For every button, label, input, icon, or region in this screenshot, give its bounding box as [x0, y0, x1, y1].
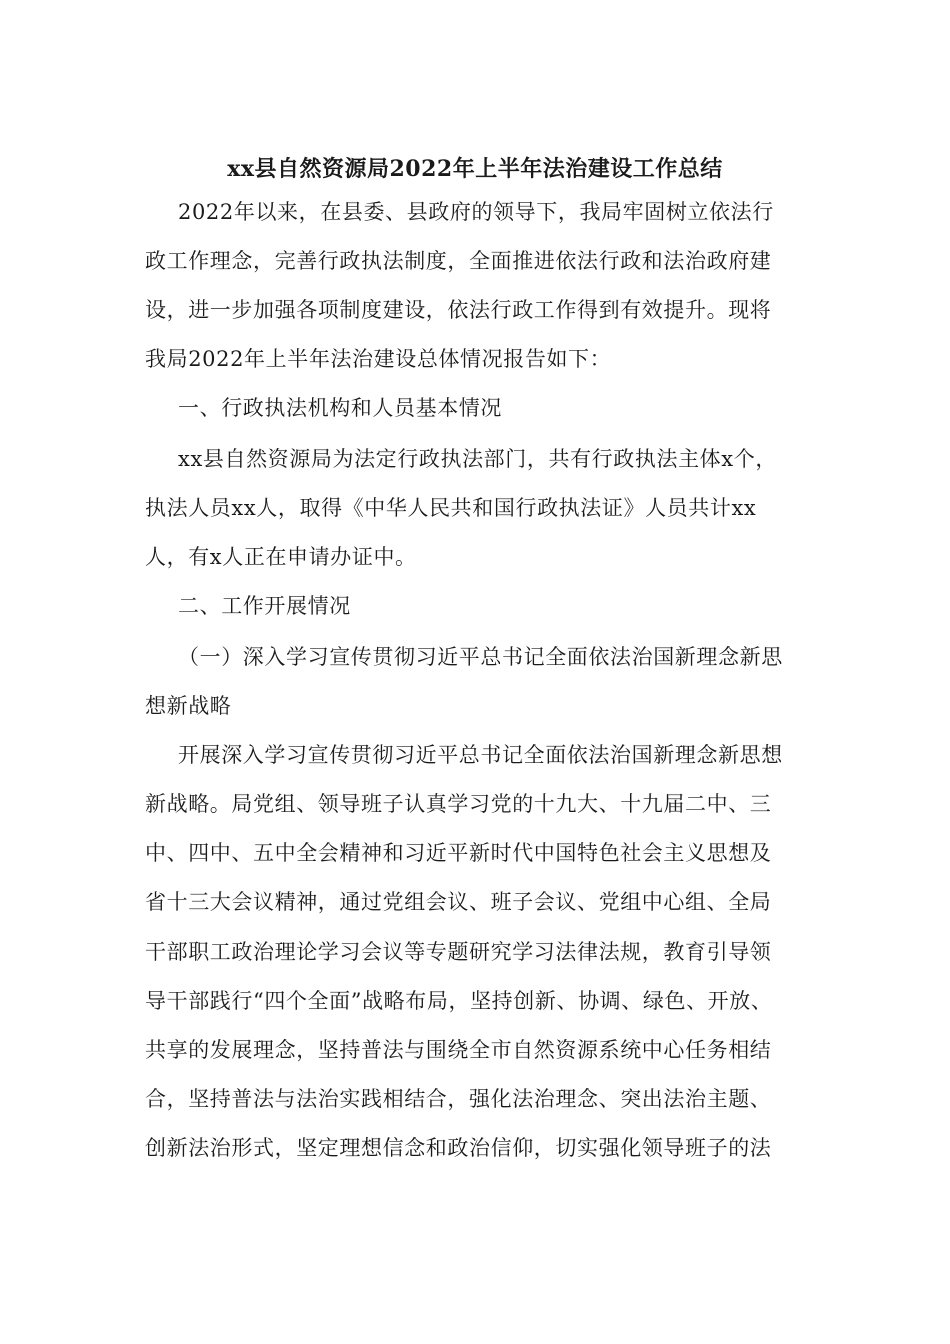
paragraph-line: 创新法治形式，坚定理想信念和政治信仰，切实强化领导班子的法	[145, 1136, 772, 1160]
paragraph-line: 导干部践行“四个全面”战略布局，坚持创新、协调、绿色、开放、	[145, 989, 773, 1013]
paragraph-line: 我局2022年上半年法治建设总体情况报告如下：	[145, 347, 612, 371]
document-title: xx县自然资源局2022年上半年法治建设工作总结	[227, 156, 723, 182]
paragraph-line: 中、四中、五中全会精神和习近平新时代中国特色社会主义思想及	[145, 841, 772, 865]
subsection-heading: （一）深入学习宣传贯彻习近平总书记全面依法治国新理念新思	[178, 645, 783, 669]
paragraph-line: 共享的发展理念，坚持普法与围绕全市自然资源系统中心任务相结	[145, 1038, 772, 1062]
paragraph-line: 政工作理念，完善行政执法制度，全面推进依法行政和法治政府建	[145, 249, 772, 273]
paragraph-line: 新战略。局党组、领导班子认真学习党的十九大、十九届二中、三	[145, 792, 772, 816]
paragraph-line: 人，有x人正在申请办证中。	[145, 545, 417, 569]
paragraph-line: 开展深入学习宣传贯彻习近平总书记全面依法治国新理念新思想	[178, 743, 783, 767]
section-heading: 二、工作开展情况	[178, 594, 351, 618]
paragraph-line: 2022年以来，在县委、县政府的领导下，我局牢固树立依法行	[178, 200, 774, 224]
subsection-heading-continued: 想新战略	[145, 694, 232, 718]
paragraph-line: 合，坚持普法与法治实践相结合，强化法治理念、突出法治主题、	[145, 1087, 772, 1111]
paragraph-line: 执法人员xx人，取得《中华人民共和国行政执法证》人员共计xx	[145, 496, 757, 520]
section-heading: 一、行政执法机构和人员基本情况	[178, 396, 502, 420]
paragraph-line: 省十三大会议精神，通过党组会议、班子会议、党组中心组、全局	[145, 890, 772, 914]
paragraph-line: xx县自然资源局为法定行政执法部门，共有行政执法主体x个，	[178, 447, 777, 471]
paragraph-line: 设，进一步加强各项制度建设，依法行政工作得到有效提升。现将	[145, 298, 772, 322]
paragraph-line: 干部职工政治理论学习会议等专题研究学习法律法规，教育引导领	[145, 940, 772, 964]
